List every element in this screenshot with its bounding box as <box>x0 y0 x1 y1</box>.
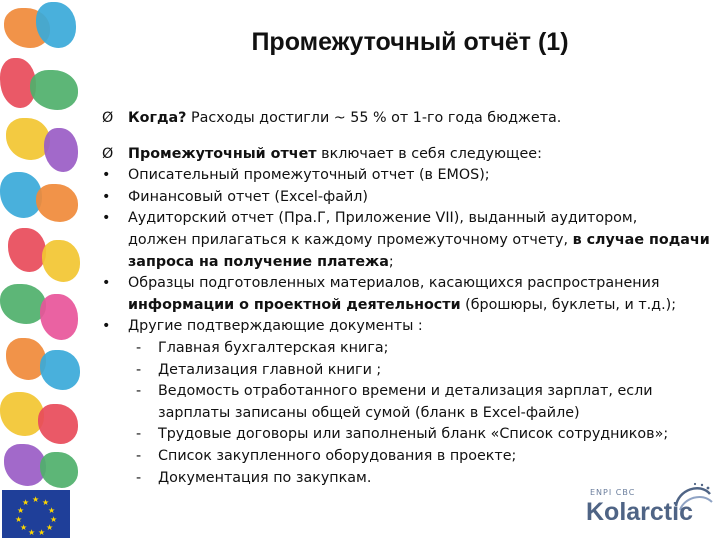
figure-decoration <box>36 184 78 222</box>
kolarctic-logo <box>586 480 716 536</box>
list-item-report-intro <box>102 144 714 166</box>
figure-decoration <box>44 128 78 172</box>
dash-icon: - <box>136 426 142 443</box>
eu-flag-icon: ★ ★ ★ ★ ★ ★ ★ ★ ★ ★ ★ <box>2 490 70 538</box>
figure-decoration <box>40 350 80 390</box>
when-text: Расходы достигли ~ 55 % от 1-го года бюджета. <box>186 110 562 126</box>
figure-decoration <box>42 240 80 282</box>
figure-decoration <box>0 284 46 324</box>
sub-item-text: Ведомость отработанного времени и детализация зарплат, если <box>158 383 653 400</box>
bullet-icon: • <box>102 188 111 205</box>
bullet-text: (брошюры, буклеты, и т.д.); <box>460 296 677 313</box>
sub-list-item <box>102 446 714 468</box>
dash-icon: - <box>136 447 142 464</box>
arrow-bullet-icon: Ø <box>102 110 114 126</box>
slide-content <box>102 108 714 489</box>
bullet-text-bold: запроса на получение платежа <box>128 253 389 270</box>
sub-item-text: Список закупленного оборудования в проекте; <box>158 447 517 464</box>
list-item <box>102 273 714 295</box>
sub-list-item <box>102 360 714 382</box>
figure-decoration <box>0 392 44 436</box>
bullet-text: должен прилагаться к каждому промежуточному отчету, <box>128 231 573 248</box>
bullet-text-bold: информации о проектной деятельности <box>128 296 461 313</box>
bullet-text-bold: в случае подачи <box>572 231 710 248</box>
arrow-bullet-icon: Ø <box>102 145 114 162</box>
bullet-text: Аудиторский отчет (Пра.Г, Приложение VII), выданный аудитором, <box>128 210 638 227</box>
when-label: Когда? <box>128 110 187 126</box>
bullet-text: Описательный промежуточный отчет (в EMOS); <box>128 167 490 184</box>
figure-decoration <box>8 228 46 272</box>
list-item-continuation <box>102 252 714 274</box>
bullet-icon: • <box>102 210 111 227</box>
logo-name-text: Kolarctic <box>586 498 693 526</box>
page-title: Промежуточный отчёт (1) <box>251 28 569 56</box>
sub-item-text: Детализация главной книги ; <box>158 361 382 378</box>
bullet-icon: • <box>102 318 111 335</box>
figure-decoration <box>40 452 78 488</box>
dash-icon: - <box>136 361 142 378</box>
bullet-icon: • <box>102 167 111 184</box>
report-intro-label: Промежуточный отчет <box>128 145 317 162</box>
report-intro-text: включает в себя следующее: <box>316 145 542 162</box>
spacer <box>102 130 714 144</box>
bullet-text: Финансовый отчет (Excel-файл) <box>128 188 369 205</box>
sub-list-item-continuation <box>102 403 714 425</box>
logo-program-text: ENPI CBC <box>590 488 636 497</box>
figure-decoration <box>38 404 78 444</box>
figure-decoration <box>40 294 78 340</box>
list-item <box>102 208 714 230</box>
bullet-text: Другие подтверждающие документы : <box>128 318 423 335</box>
sub-item-text: Трудовые договоры или заполненый бланк «Список сотрудников»; <box>158 426 669 443</box>
sub-list-item <box>102 424 714 446</box>
list-item <box>102 187 714 209</box>
dash-icon: - <box>136 383 142 400</box>
figure-decoration <box>6 118 50 160</box>
sub-item-text: Документация по закупкам. <box>158 469 372 486</box>
bullet-text: Образцы подготовленных материалов, касающихся распространения <box>128 275 660 292</box>
list-item <box>102 316 714 338</box>
sub-list-item <box>102 338 714 360</box>
dash-icon: - <box>136 469 142 486</box>
sub-list-item <box>102 381 714 403</box>
list-item-continuation <box>102 230 714 252</box>
sub-item-text: зарплаты записаны общей сумой (бланк в Excel-файле) <box>158 404 580 421</box>
list-item-continuation <box>102 295 714 317</box>
list-item <box>102 165 714 187</box>
list-item-when <box>102 108 714 130</box>
figure-decoration <box>30 70 78 110</box>
bullet-text: ; <box>388 253 394 270</box>
bullet-icon: • <box>102 275 111 292</box>
sub-item-text: Главная бухгалтерская книга; <box>158 339 389 356</box>
decorative-figures-strip <box>0 0 82 490</box>
dash-icon: - <box>136 339 142 356</box>
